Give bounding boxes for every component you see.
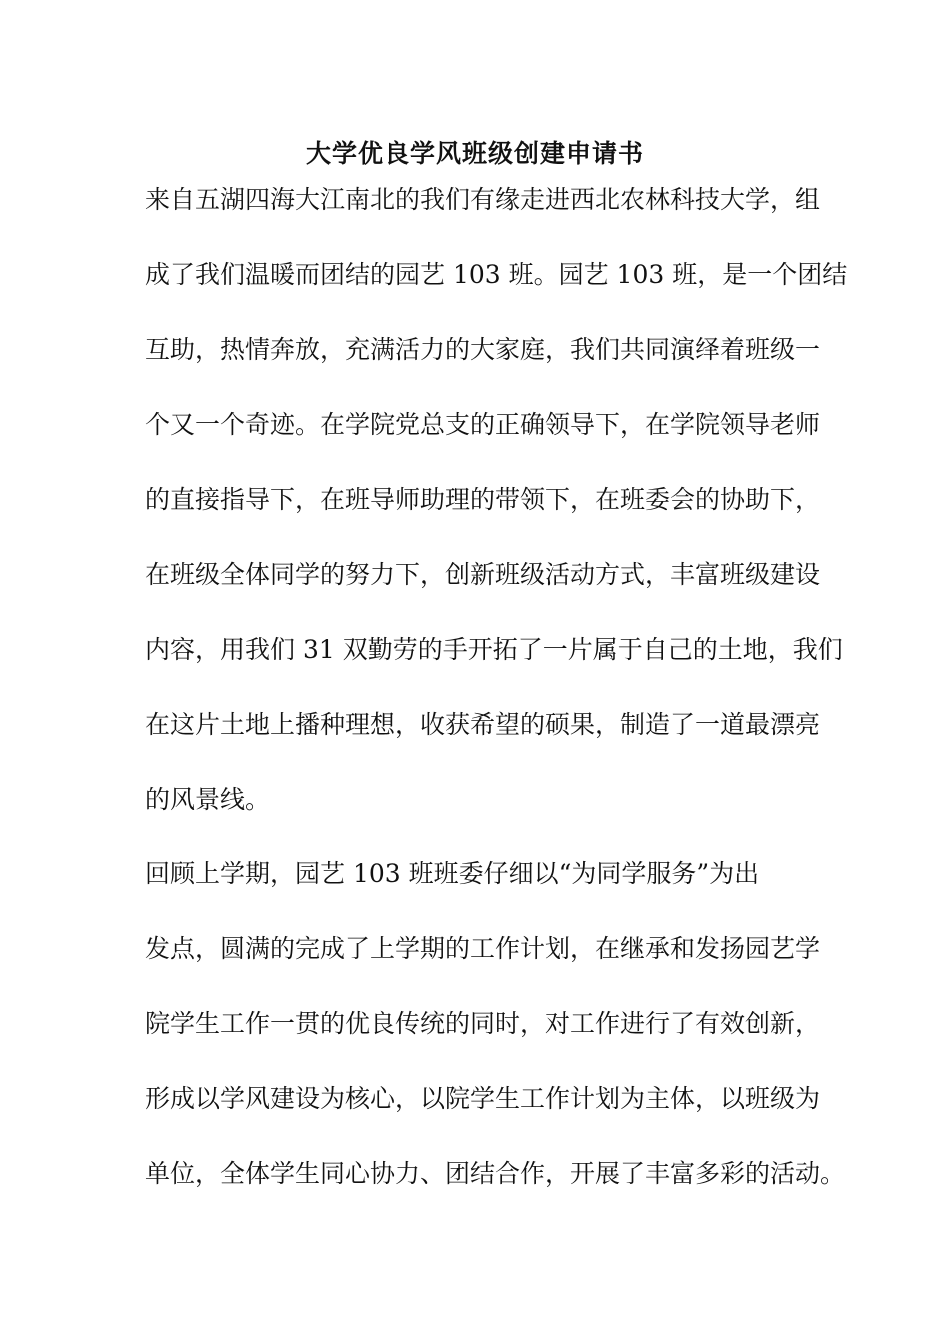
paragraph-line: 发点，圆满的完成了上学期的工作计划，在继承和发扬园艺学 bbox=[145, 934, 821, 963]
paragraph-line: 个又一个奇迹。在学院党总支的正确领导下，在学院领导老师 bbox=[145, 410, 821, 439]
paragraph-line: 单位，全体学生同心协力、团结合作，开展了丰富多彩的活动。 bbox=[145, 1159, 846, 1188]
paragraph-line: 互助，热情奔放，充满活力的大家庭，我们共同演绎着班级一 bbox=[145, 335, 821, 364]
paragraph-line: 在这片土地上播种理想，收获希望的硕果，制造了一道最漂亮 bbox=[145, 710, 821, 739]
paragraph-line: 在班级全体同学的努力下，创新班级活动方式，丰富班级建设 bbox=[145, 560, 821, 589]
paragraph-line: 的直接指导下，在班导师助理的带领下，在班委会的协助下， bbox=[145, 485, 821, 514]
paragraph-line: 院学生工作一贯的优良传统的同时，对工作进行了有效创新， bbox=[145, 1009, 821, 1038]
paragraph-line: 的风景线。 bbox=[145, 785, 271, 814]
paragraph-line: 回顾上学期，园艺 103 班班委仔细以“为同学服务”为出 bbox=[145, 859, 760, 888]
document-title: 大学优良学风班级创建申请书 bbox=[305, 139, 644, 168]
paragraph-line: 成了我们温暖而团结的园艺 103 班。园艺 103 班，是一个团结 bbox=[145, 260, 848, 289]
paragraph-line: 来自五湖四海大江南北的我们有缘走进西北农林科技大学，组 bbox=[145, 185, 821, 214]
paragraph-line: 内容，用我们 31 双勤劳的手开拓了一片属于自己的土地，我们 bbox=[145, 635, 843, 664]
paragraph-line: 形成以学风建设为核心，以院学生工作计划为主体，以班级为 bbox=[145, 1084, 821, 1113]
